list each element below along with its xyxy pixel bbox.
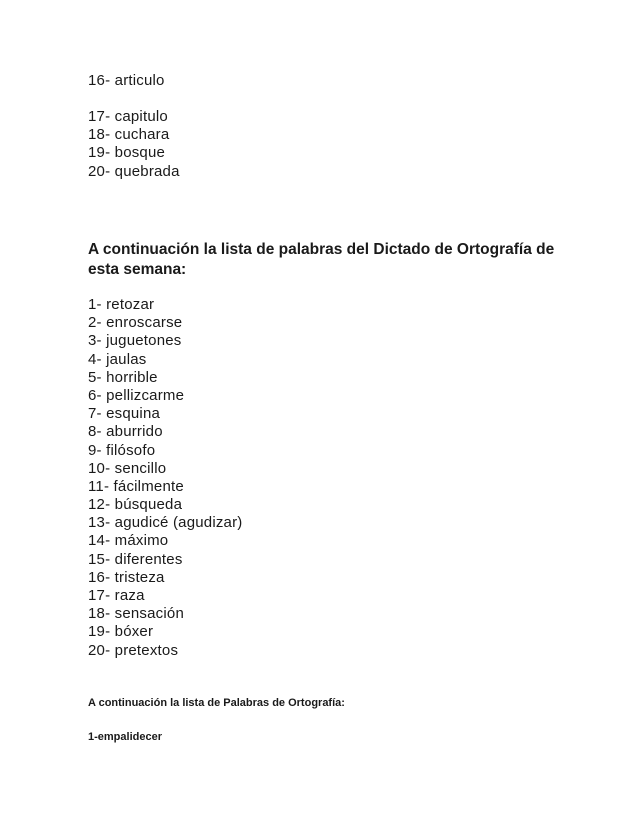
dictado-list-item: 16- tristeza: [88, 568, 165, 586]
dictado-list-item: 8- aburrido: [88, 423, 163, 441]
dictado-list-item: 7- esquina: [88, 405, 161, 423]
dictado-list-item: 12- búsqueda: [88, 496, 183, 514]
word-list-item: 19- bosque: [88, 144, 166, 162]
dictado-list-item: 18- sensación: [88, 605, 184, 623]
ortografia-first-item: 1-empalidecer: [88, 731, 162, 743]
dictado-list-item: 13- agudicé (agudizar): [88, 514, 243, 532]
word-list-item: 17- capitulo: [88, 108, 168, 125]
dictado-heading: A continuación la lista de palabras del Dictado de Ortografía de esta semana:: [88, 241, 555, 278]
previous-word-list-part-2: [88, 108, 180, 181]
dictado-list-item: 11- fácilmente: [88, 477, 184, 495]
previous-word-list-part-1: [88, 72, 165, 90]
word-list-item: 18- cuchara: [88, 126, 170, 144]
dictado-list-item: 17- raza: [88, 587, 145, 604]
dictado-list-item: 5- horrible: [88, 368, 158, 386]
word-list-item: 20- quebrada: [88, 162, 180, 180]
dictado-list-item: 15- diferentes: [88, 550, 183, 568]
ortografia-heading: A continuación la lista de Palabras de Ortografía:: [88, 697, 345, 709]
dictado-list-item: 6- pellizcarme: [88, 386, 185, 404]
dictado-list-item: 9- filósofo: [88, 441, 156, 459]
dictado-list-item: 19- bóxer: [88, 623, 154, 641]
dictado-list-item: 1- retozar: [88, 296, 155, 313]
dictado-list-item: 3- juguetones: [88, 332, 182, 350]
dictado-list-item: 2- enroscarse: [88, 314, 183, 332]
dictado-list-item: 20- pretextos: [88, 641, 179, 659]
word-list-item: 16- articulo: [88, 72, 165, 89]
dictado-list-item: 14- máximo: [88, 532, 169, 550]
dictado-list-item: 10- sencillo: [88, 459, 167, 477]
dictado-word-list: [88, 296, 243, 660]
dictado-list-item: 4- jaulas: [88, 350, 147, 368]
